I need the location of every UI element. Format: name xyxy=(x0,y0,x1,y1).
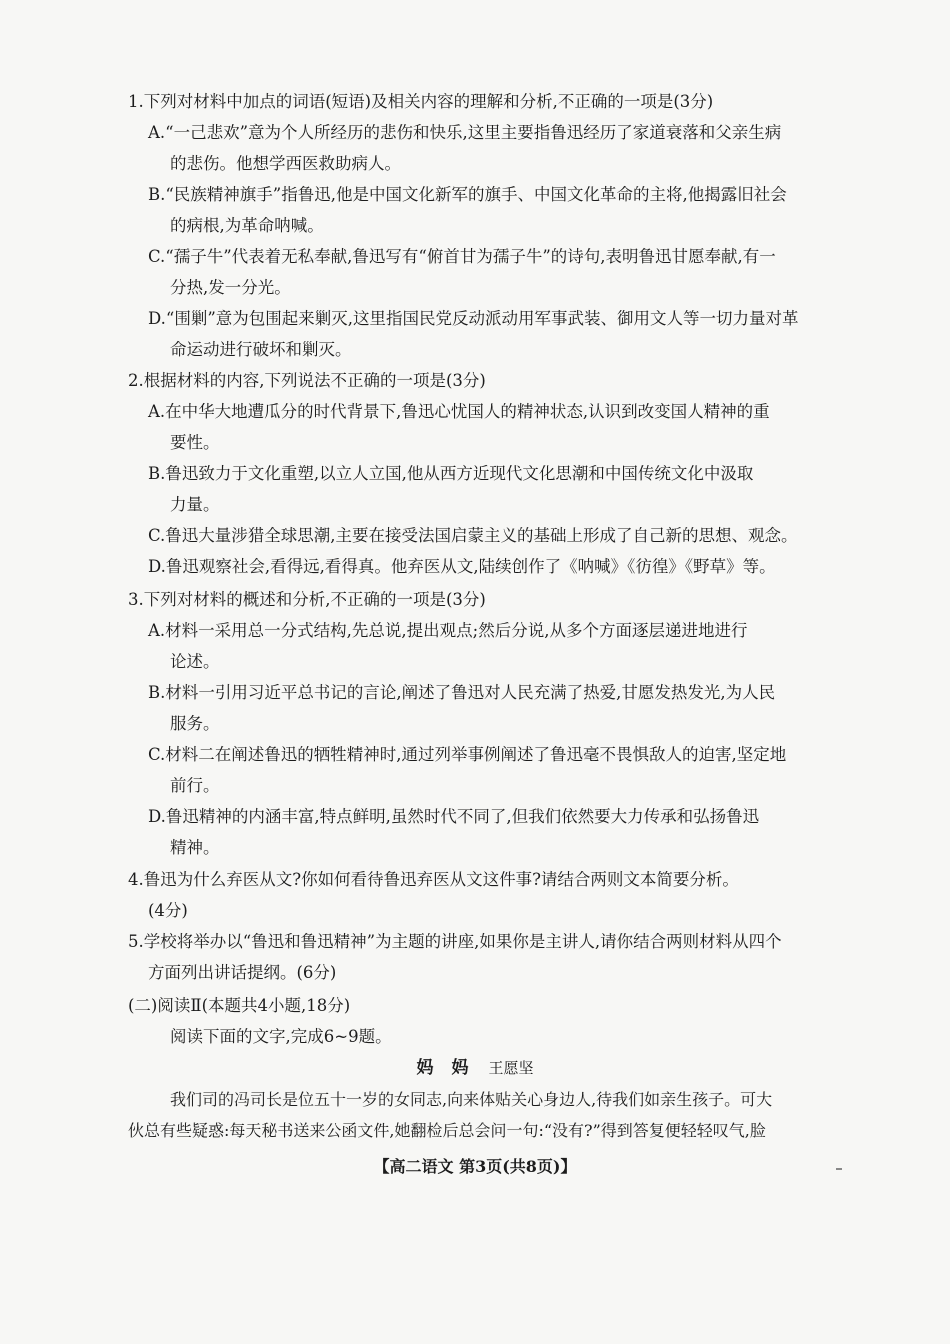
q3-option-d: D.鲁迅精神的内涵丰富,特点鲜明,虽然时代不同了,但我们依然要大力传承和弘扬鲁迅 xyxy=(148,807,760,826)
q3-option-a: A.材料一采用总一分式结构,先总说,提出观点;然后分说,从多个方面逐层递进地进行 xyxy=(148,621,748,640)
q2-option-b-cont: 力量。 xyxy=(170,495,220,514)
story-author: 王愿坚 xyxy=(488,1059,534,1077)
q4-stem: 4.鲁迅为什么弃医从文?你如何看待鲁迅弃医从文这件事?请结合两则文本简要分析。 xyxy=(128,870,739,889)
q1-option-c: C.“孺子牛”代表着无私奉献,鲁迅写有“俯首甘为孺子牛”的诗句,表明鲁迅甘愿奉献,有一 xyxy=(148,247,776,266)
q5-stem-cont: 方面列出讲话提纲。(6分) xyxy=(148,963,337,982)
q2-stem: 2.根据材料的内容,下列说法不正确的一项是(3分) xyxy=(128,371,486,390)
q2-option-c: C.鲁迅大量涉猎全球思潮,主要在接受法国启蒙主义的基础上形成了自己新的思想、观念。 xyxy=(148,526,798,545)
q1-option-b-cont: 的病根,为革命呐喊。 xyxy=(170,216,324,235)
q2-option-a: A.在中华大地遭瓜分的时代背景下,鲁迅心忧国人的精神状态,认识到改变国人精神的重 xyxy=(148,402,770,421)
q1-option-b: B.“民族精神旗手”指鲁迅,他是中国文化新军的旗手、中国文化革命的主将,他揭露旧社会 xyxy=(148,185,787,204)
q4-stem-cont: (4分) xyxy=(148,901,188,920)
story-paragraph-line-1: 我们司的冯司长是位五十一岁的女同志,向来体贴关心身边人,待我们如亲生孩子。可大 xyxy=(170,1090,773,1109)
q3-option-a-cont: 论述。 xyxy=(170,652,220,671)
q3-option-c: C.材料二在阐述鲁迅的牺牲精神时,通过列举事例阐述了鲁迅毫不畏惧敌人的迫害,坚定地 xyxy=(148,745,787,764)
q1-stem: 1.下列对材料中加点的词语(短语)及相关内容的理解和分析,不正确的一项是(3分) xyxy=(128,92,714,111)
story-title-row xyxy=(0,1056,950,1080)
q2-option-b: B.鲁迅致力于文化重塑,以立人立国,他从西方近现代文化思潮和中国传统文化中汲取 xyxy=(148,464,754,483)
q1-option-a: A.“一己悲欢”意为个人所经历的悲伤和快乐,这里主要指鲁迅经历了家道衰落和父亲生病 xyxy=(148,123,782,142)
q3-option-d-cont: 精神。 xyxy=(170,838,220,857)
q2-option-a-cont: 要性。 xyxy=(170,433,220,452)
q2-option-d: D.鲁迅观察社会,看得远,看得真。他弃医从文,陆续创作了《呐喊》《彷徨》《野草》等。 xyxy=(148,557,776,576)
q5-stem: 5.学校将举办以“鲁迅和鲁迅精神”为主题的讲座,如果你是主讲人,请你结合两则材料从四个 xyxy=(128,932,782,951)
q3-stem: 3.下列对材料的概述和分析,不正确的一项是(3分) xyxy=(128,590,486,609)
q3-option-b-cont: 服务。 xyxy=(170,714,220,733)
q1-option-d-cont: 命运动进行破坏和剿灭。 xyxy=(170,340,352,359)
story-title: 妈妈 xyxy=(416,1058,487,1078)
story-paragraph-line-2: 伙总有些疑惑:每天秘书送来公函文件,她翻检后总会问一句:“没有?”得到答复便轻轻叹气,脸 xyxy=(128,1121,766,1140)
q3-option-b: B.材料一引用习近平总书记的言论,阐述了鲁迅对人民充满了热爱,甘愿发热发光,为人民 xyxy=(148,683,776,702)
q1-option-c-cont: 分热,发一分光。 xyxy=(170,278,291,297)
section-2-heading: (二)阅读Ⅱ(本题共4小题,18分) xyxy=(128,996,351,1015)
q3-option-c-cont: 前行。 xyxy=(170,776,220,795)
section-2-instruction: 阅读下面的文字,完成6~9题。 xyxy=(170,1027,392,1046)
q1-option-a-cont: 的悲伤。他想学西医救助病人。 xyxy=(170,154,401,173)
scan-speck xyxy=(836,1168,842,1170)
q1-option-d: D.“围剿”意为包围起来剿灭,这里指国民党反动派动用军事武装、御用文人等一切力量对革 xyxy=(148,309,799,328)
page-footer: 【高二语文 第3页(共8页)】 xyxy=(373,1157,577,1176)
